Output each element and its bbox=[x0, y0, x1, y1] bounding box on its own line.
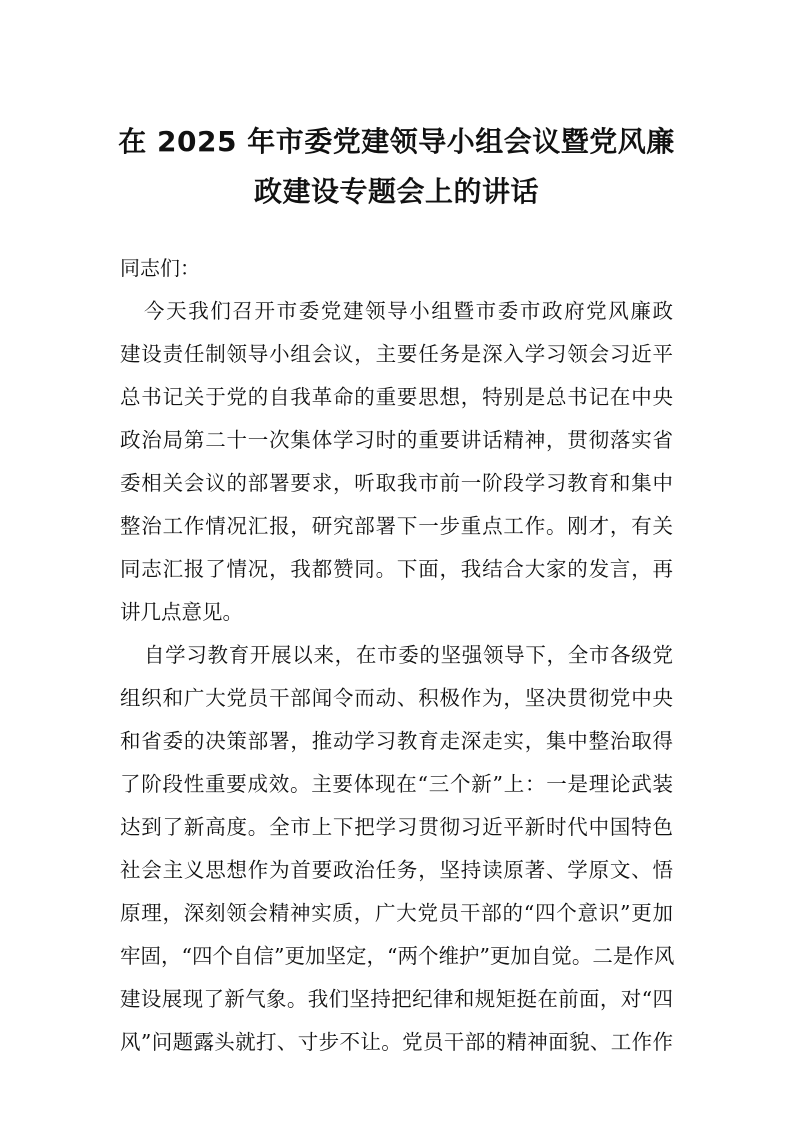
paragraph-line: 牢固，“四个自信”更加坚定，“两个维护”更加自觉。二是作风 bbox=[120, 944, 675, 968]
paragraph-line: 原理，深刻领会精神实质，广大党员干部的“四个意识”更加 bbox=[120, 901, 673, 925]
document-title-line-1: 在 2025 年市委党建领导小组会议暨党风廉 bbox=[118, 125, 675, 158]
paragraph-line: 社会主义思想作为首要政治任务，坚持读原著、学原文、悟 bbox=[120, 858, 673, 882]
paragraph-line: 今天我们召开市委党建领导小组暨市委市政府党风廉政 bbox=[144, 299, 673, 323]
paragraph-line: 组织和广大党员干部闻令而动、积极作为，坚决贯彻党中央 bbox=[120, 686, 673, 710]
paragraph-line: 整治工作情况汇报，研究部署下一步重点工作。刚才，有关 bbox=[120, 514, 673, 538]
paragraph-1 bbox=[120, 290, 673, 634]
paragraph-2 bbox=[120, 634, 673, 1064]
paragraph-line: 讲几点意见。 bbox=[120, 600, 243, 624]
paragraph-line: 和省委的决策部署，推动学习教育走深走实，集中整治取得 bbox=[120, 729, 673, 753]
paragraph-line: 委相关会议的部署要求，听取我市前一阶段学习教育和集中 bbox=[120, 471, 673, 495]
paragraph-line: 政治局第二十一次集体学习时的重要讲话精神，贯彻落实省 bbox=[120, 428, 673, 452]
document-title-line-2: 政建设专题会上的讲话 bbox=[253, 175, 539, 208]
paragraph-line: 建设责任制领导小组会议，主要任务是深入学习领会习近平 bbox=[120, 342, 673, 366]
document-body bbox=[120, 247, 673, 1064]
paragraph-line: 同志汇报了情况，我都赞同。下面，我结合大家的发言，再 bbox=[120, 557, 673, 581]
paragraph-line: 自学习教育开展以来，在市委的坚强领导下，全市各级党 bbox=[144, 643, 673, 667]
salutation: 同志们： bbox=[120, 256, 200, 280]
paragraph-line: 总书记关于党的自我革命的重要思想，特别是总书记在中央 bbox=[120, 385, 673, 409]
paragraph-line: 建设展现了新气象。我们坚持把纪律和规矩挺在前面，对“四 bbox=[120, 987, 673, 1011]
paragraph-line: 风”问题露头就打、寸步不让。党员干部的精神面貌、工作作 bbox=[120, 1030, 673, 1054]
paragraph-line: 达到了新高度。全市上下把学习贯彻习近平新时代中国特色 bbox=[120, 815, 673, 839]
paragraph-line: 了阶段性重要成效。主要体现在“三个新”上：一是理论武装 bbox=[120, 772, 673, 796]
